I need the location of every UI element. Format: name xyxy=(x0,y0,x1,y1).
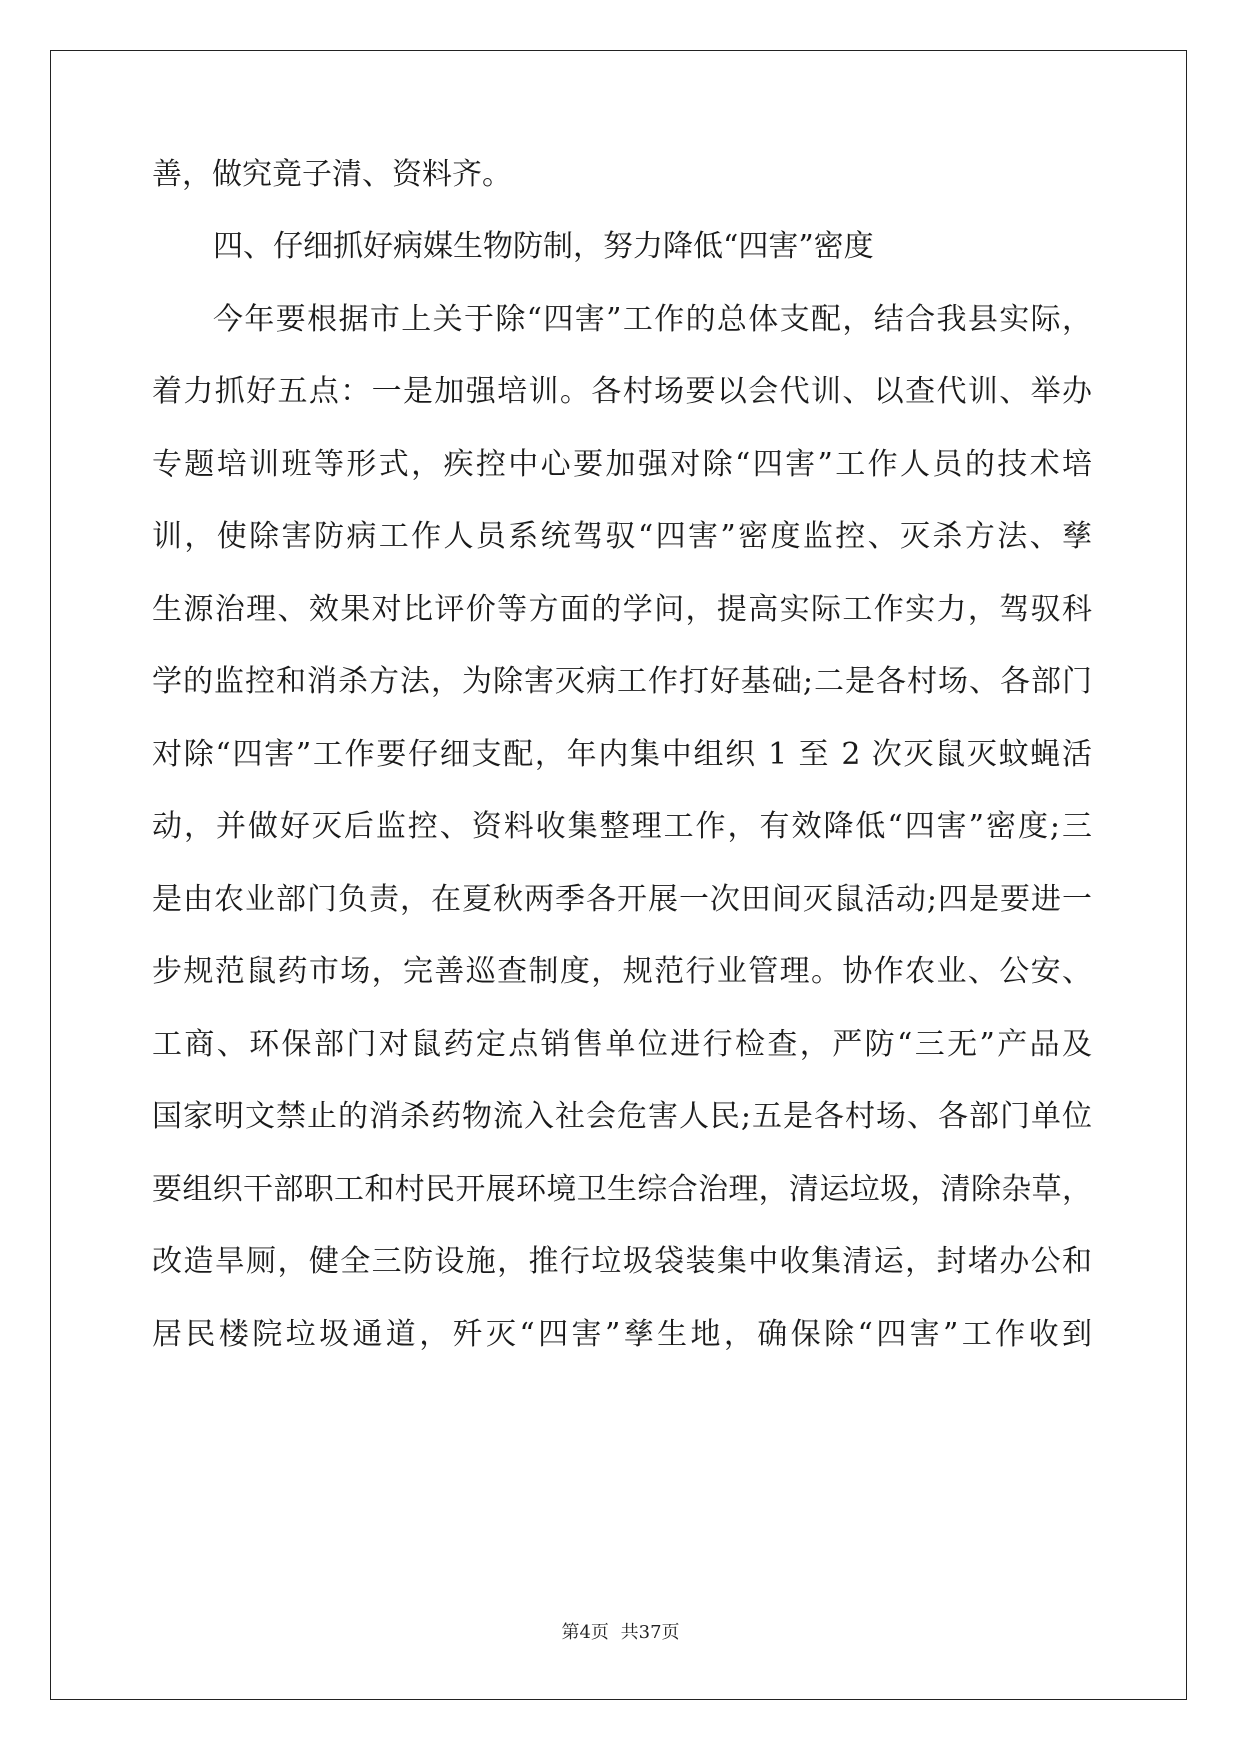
text-line: 今年要根据市上关于除“四害”工作的总体支配，结合我县实际， xyxy=(213,302,1092,337)
page-total: 共37页 xyxy=(620,1622,680,1643)
text-line: 生源治理、效果对比评价等方面的学问，提高实际工作实力，驾驭科 xyxy=(152,592,1092,627)
text-line: 对除“四害”工作要仔细支配，年内集中组织 1 至 2 次灭鼠灭蚊蝇活 xyxy=(152,737,1092,772)
page-footer xyxy=(0,1618,1241,1644)
text-line: 着力抓好五点：一是加强培训。各村场要以会代训、以查代训、举办 xyxy=(152,374,1092,409)
text-line: 改造旱厕，健全三防设施，推行垃圾袋装集中收集清运，封堵办公和 xyxy=(152,1244,1092,1279)
text-line: 学的监控和消杀方法，为除害灭病工作打好基础;二是各村场、各部门 xyxy=(152,664,1092,699)
page-border xyxy=(50,50,1187,1700)
text-line: 专题培训班等形式，疾控中心要加强对除“四害”工作人员的技术培 xyxy=(152,447,1092,482)
text-line: 步规范鼠药市场，完善巡查制度，规范行业管理。协作农业、公安、 xyxy=(152,954,1092,989)
text-line: 工商、环保部门对鼠药定点销售单位进行检查，严防“三无”产品及 xyxy=(152,1027,1092,1062)
text-line: 善，做究竟子清、资料齐。 xyxy=(152,157,512,192)
section-heading: 四、仔细抓好病媒生物防制，努力降低“四害”密度 xyxy=(213,229,874,264)
text-line: 居民楼院垃圾通道，歼灭“四害”孳生地，确保除“四害”工作收到 xyxy=(152,1317,1092,1352)
text-line: 国家明文禁止的消杀药物流入社会危害人民;五是各村场、各部门单位 xyxy=(152,1099,1092,1134)
text-line: 训，使除害防病工作人员系统驾驭“四害”密度监控、灭杀方法、孳 xyxy=(152,519,1092,554)
text-line: 动，并做好灭后监控、资料收集整理工作，有效降低“四害”密度;三 xyxy=(152,809,1092,844)
text-line: 要组织干部职工和村民开展环境卫生综合治理，清运垃圾，清除杂草， xyxy=(152,1172,1092,1207)
text-line: 是由农业部门负责，在夏秋两季各开展一次田间灭鼠活动;四是要进一 xyxy=(152,882,1092,917)
page-number: 第4页 xyxy=(561,1622,609,1643)
